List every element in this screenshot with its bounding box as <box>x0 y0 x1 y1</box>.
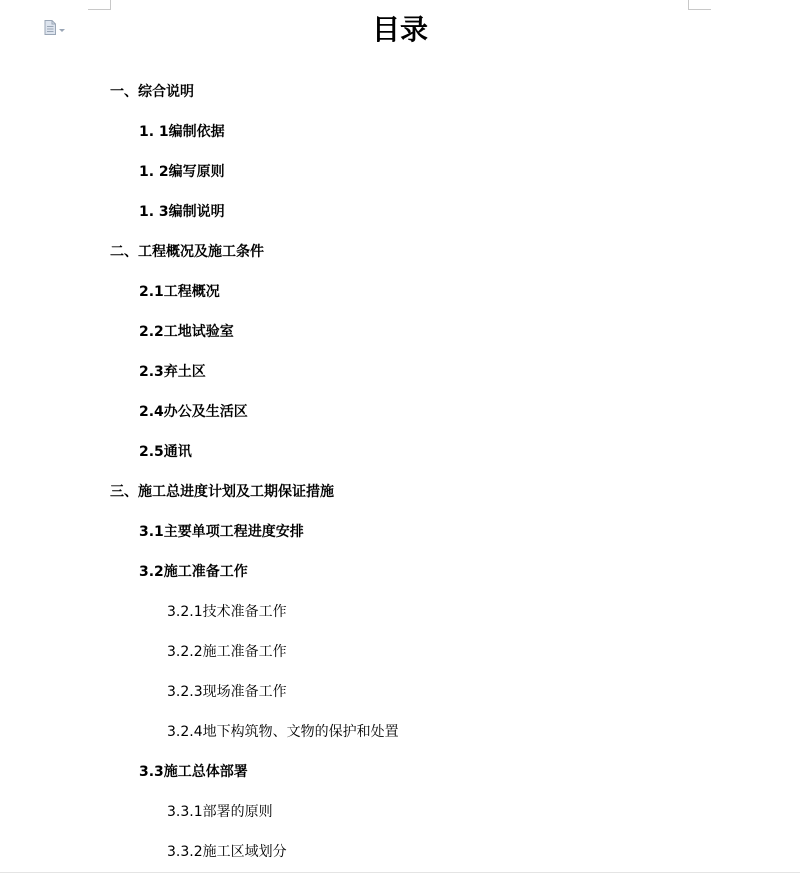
toc-entry[interactable]: 2.1工程概况 <box>139 284 220 300</box>
page-divider <box>0 872 800 873</box>
page-corner-mark-left <box>88 0 111 10</box>
toc-entry[interactable]: 3.2.2施工准备工作 <box>167 644 287 660</box>
toc-entry[interactable]: 3.2施工准备工作 <box>139 564 248 580</box>
toc-entry[interactable]: 2.2工地试验室 <box>139 324 234 340</box>
page-corner-mark-right <box>688 0 711 10</box>
toc-entry[interactable]: 3.2.1技术准备工作 <box>167 604 287 620</box>
toc-entry[interactable]: 一、综合说明 <box>110 84 194 100</box>
toc-entry[interactable]: 3.3.2施工区域划分 <box>167 844 287 860</box>
toc-entry[interactable]: 1. 3编制说明 <box>139 204 225 220</box>
toc-entry[interactable]: 三、施工总进度计划及工期保证措施 <box>110 484 334 500</box>
toc-entry[interactable]: 3.2.4地下构筑物、文物的保护和处置 <box>167 724 399 740</box>
toc-entry[interactable]: 2.3弃土区 <box>139 364 206 380</box>
page-title: 目录 <box>371 13 428 46</box>
toc-entry[interactable]: 1. 1编制依据 <box>139 124 225 140</box>
toc-entry[interactable]: 二、工程概况及施工条件 <box>110 244 264 260</box>
toc-entry[interactable]: 3.1主要单项工程进度安排 <box>139 524 304 540</box>
toc-entry[interactable]: 3.3.1部署的原则 <box>167 804 273 820</box>
toc-entry[interactable]: 2.5通讯 <box>139 444 192 460</box>
toc-entry[interactable]: 2.4办公及生活区 <box>139 404 248 420</box>
toc-entry[interactable]: 3.2.3现场准备工作 <box>167 684 287 700</box>
toc-entry[interactable]: 3.3施工总体部署 <box>139 764 248 780</box>
toc-entry[interactable]: 1. 2编写原则 <box>139 164 225 180</box>
